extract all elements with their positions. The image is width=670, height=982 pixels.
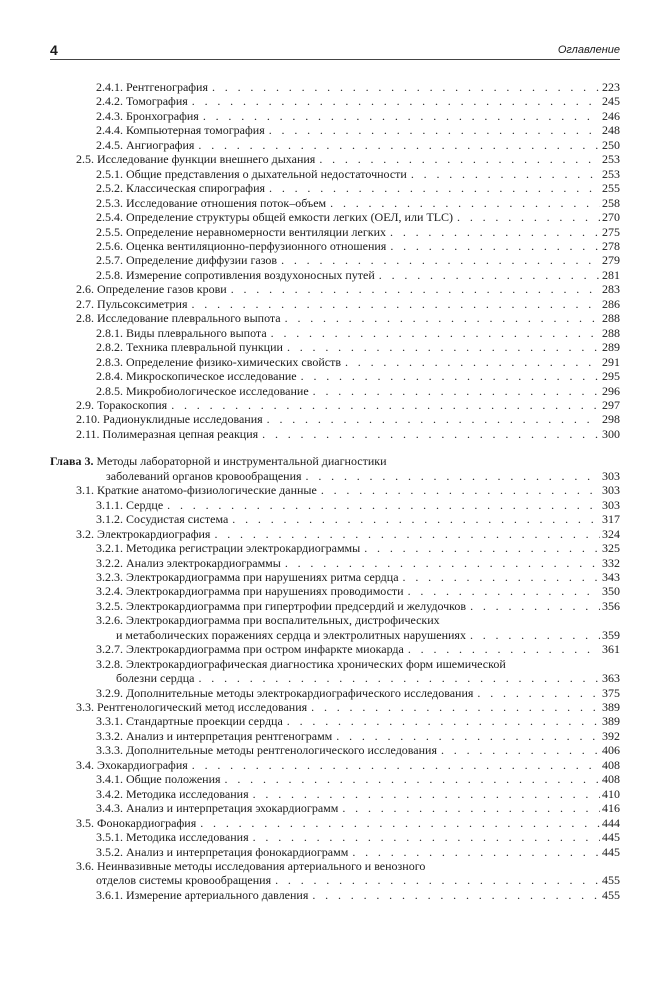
- toc-entry: [50, 427, 620, 441]
- toc-entry-title: 2.8.4. Микроскопическое исследование: [96, 369, 297, 384]
- toc-entry: [50, 527, 620, 541]
- toc-entry: [50, 253, 620, 267]
- dot-leader: [404, 642, 600, 656]
- dot-leader: [407, 167, 600, 181]
- toc-page-number: 445: [602, 844, 620, 859]
- toc-page-number: 324: [602, 526, 620, 541]
- toc-page-number: 445: [602, 830, 620, 845]
- toc-entry-title: 2.5.5. Определение неравномерности вентиляции легких: [96, 224, 387, 239]
- toc-page-number: 298: [602, 412, 620, 427]
- toc-entry-title: 3.3.2. Анализ и интерпретация рентгенограмм: [96, 728, 333, 743]
- dot-leader: [281, 311, 600, 325]
- toc-entry: [50, 94, 620, 108]
- dot-leader: [399, 570, 600, 584]
- toc-entry: [50, 787, 620, 801]
- toc-page-number: 361: [602, 642, 620, 657]
- toc-page-number: 356: [602, 598, 620, 613]
- toc-entry: [50, 369, 620, 383]
- toc-page-number: 325: [602, 541, 620, 556]
- toc-entry-title: 2.10. Радионуклидные исследования: [76, 412, 263, 427]
- toc-entry-title: 3.2.1. Методика регистрации электрокардиограммы: [96, 541, 361, 556]
- toc-page-number: 253: [602, 152, 620, 167]
- toc-page-number: 283: [602, 282, 620, 297]
- toc-entry: [50, 398, 620, 412]
- toc-page-number: 250: [602, 137, 620, 152]
- toc-entry-title: 3.2.5. Электрокардиограмма при гипертрофии предсердий и желудочков: [96, 598, 467, 613]
- toc-entry-title: и метаболических поражениях сердца и электролитных нарушениях: [116, 627, 466, 642]
- toc-entry-title: 2.4.1. Рентгенография: [96, 80, 208, 94]
- toc-page-number: 295: [602, 369, 620, 384]
- toc-entry: [50, 859, 620, 888]
- dot-leader: [307, 700, 600, 714]
- toc-entry: [50, 167, 620, 181]
- toc-entry-title: Глава 3. Методы лабораторной и инструментальной диагностики: [50, 454, 387, 469]
- dot-leader: [360, 541, 600, 555]
- dot-leader: [437, 743, 600, 757]
- dot-leader: [196, 816, 600, 830]
- toc-page-number: 359: [602, 627, 620, 642]
- page-number: 4: [50, 42, 58, 58]
- dot-leader: [221, 772, 600, 786]
- toc-page-number: 416: [602, 801, 620, 816]
- toc-page-number: 303: [602, 497, 620, 512]
- toc-entry: [50, 152, 620, 166]
- dot-leader: [195, 671, 601, 685]
- toc-entry: [50, 570, 620, 584]
- toc-entry-title: 2.8.5. Микробиологическое исследование: [96, 383, 309, 398]
- toc-entry-title: 2.5.1. Общие представления о дыхательной недостаточности: [96, 166, 407, 181]
- dot-leader: [404, 584, 600, 598]
- toc-entry: [50, 268, 620, 282]
- toc-entry: [50, 297, 620, 311]
- toc-entry-title: болезни сердца: [116, 671, 195, 686]
- header-rule: [50, 59, 620, 60]
- toc-page-number: 363: [602, 671, 620, 686]
- toc-entry-title: 3.3. Рентгенологический метод исследования: [76, 700, 308, 715]
- dot-leader: [188, 758, 600, 772]
- dot-leader: [375, 268, 600, 282]
- toc-entry-title: 3.4. Эхокардиография: [76, 757, 188, 772]
- dot-leader: [265, 123, 600, 137]
- toc-entry: [50, 686, 620, 700]
- toc-page-number: 279: [602, 253, 620, 268]
- dot-leader: [386, 239, 600, 253]
- dot-leader: [283, 340, 600, 354]
- toc-entry-title: 3.1.1. Сердце: [96, 497, 164, 512]
- toc-page-number: 248: [602, 123, 620, 138]
- toc-page-number: 255: [602, 181, 620, 196]
- toc-entry: [50, 556, 620, 570]
- toc-entry-title: заболеваний органов кровообращения: [106, 468, 302, 483]
- dot-leader: [194, 138, 600, 152]
- toc-entry-title: 2.5. Исследование функции внешнего дыхания: [76, 152, 316, 167]
- toc-page-number: 343: [602, 569, 620, 584]
- dot-leader: [210, 527, 600, 541]
- toc-entry: [50, 311, 620, 325]
- dot-leader: [208, 80, 600, 94]
- toc-entry: [50, 642, 620, 656]
- toc-entry: [50, 239, 620, 253]
- dot-leader: [258, 427, 600, 441]
- dot-leader: [188, 94, 600, 108]
- toc-entry-title: 2.8.3. Определение физико-химических свойств: [96, 354, 341, 369]
- toc-entry: [50, 181, 620, 195]
- dot-leader: [187, 297, 600, 311]
- toc-entry: [50, 584, 620, 598]
- toc-page-number: 258: [602, 195, 620, 210]
- toc-entry: [50, 80, 620, 94]
- toc-page-number: 455: [602, 873, 620, 888]
- dot-leader: [163, 498, 600, 512]
- toc-entry-title: 3.2.9. Дополнительные методы электрокардиографического исследования: [96, 685, 474, 700]
- toc-entry-title: 3.3.3. Дополнительные методы рентгенологического исследования: [96, 743, 437, 758]
- toc-page-number: 288: [602, 311, 620, 326]
- dot-leader: [167, 398, 600, 412]
- dot-leader: [277, 253, 600, 267]
- dot-leader: [267, 326, 600, 340]
- toc-page-number: 291: [602, 354, 620, 369]
- dot-leader: [265, 181, 600, 195]
- toc-entry-title: 2.5.4. Определение структуры общей емкости легких (ОЕЛ, или TLC): [96, 210, 454, 225]
- dot-leader: [308, 888, 600, 902]
- dot-leader: [386, 225, 600, 239]
- toc-page-number: 289: [602, 340, 620, 355]
- toc-entry-title: 3.5. Фонокардиография: [76, 815, 197, 830]
- toc-page-number: 408: [602, 757, 620, 772]
- dot-leader: [317, 483, 600, 497]
- dot-leader: [466, 599, 600, 613]
- dot-leader: [263, 412, 600, 426]
- toc-entry-title: 3.2.8. Электрокардиографическая диагностика хронических форм ишемической: [96, 656, 506, 671]
- toc-entry: [50, 772, 620, 786]
- toc-entry: [50, 282, 620, 296]
- toc-entry-title: отделов системы кровообращения: [96, 873, 272, 888]
- dot-leader: [309, 384, 600, 398]
- toc-page-number: 317: [602, 512, 620, 527]
- toc-entry-title: 2.4.3. Бронхография: [96, 108, 199, 123]
- toc-entry: [50, 613, 620, 642]
- toc-entry: [50, 498, 620, 512]
- dot-leader: [453, 210, 600, 224]
- dot-leader: [281, 556, 600, 570]
- toc-page-number: 297: [602, 397, 620, 412]
- toc-page-number: 286: [602, 296, 620, 311]
- toc-entry: [50, 355, 620, 369]
- dot-leader: [466, 628, 600, 642]
- toc-page-number: 408: [602, 772, 620, 787]
- toc-entry-title: 2.8. Исследование плеврального выпота: [76, 311, 281, 326]
- toc-entry-title: 3.5.2. Анализ и интерпретация фонокардиограмм: [96, 844, 349, 859]
- toc-entry: [50, 541, 620, 555]
- toc-entry-title: 2.7. Пульсоксиметрия: [76, 296, 188, 311]
- toc-entry-title: 2.5.3. Исследование отношения поток–объем: [96, 195, 327, 210]
- dot-leader: [228, 512, 600, 526]
- toc-chapter-entry: [50, 454, 620, 483]
- toc-entry: [50, 816, 620, 830]
- toc-page-number: 296: [602, 383, 620, 398]
- toc-entry-title: 2.11. Полимеразная цепная реакция: [76, 426, 259, 441]
- toc-entry-title: 3.2.6. Электрокардиограмма при воспалительных, дистрофических: [96, 613, 440, 628]
- toc-entry: [50, 225, 620, 239]
- toc-entry: [50, 700, 620, 714]
- toc-entry-title: 3.4.3. Анализ и интерпретация эхокардиограмм: [96, 801, 339, 816]
- toc-entry-title: 3.2.7. Электрокардиограмма при остром инфаркте миокарда: [96, 642, 404, 657]
- toc-entry-title: 3.4.2. Методика исследования: [96, 786, 249, 801]
- toc-entry: [50, 483, 620, 497]
- toc-page-number: 444: [602, 815, 620, 830]
- toc-page-number: 281: [602, 267, 620, 282]
- toc-page-number: 275: [602, 224, 620, 239]
- toc-page-number: 375: [602, 685, 620, 700]
- toc-page-number: 278: [602, 238, 620, 253]
- toc-page-number: 392: [602, 728, 620, 743]
- toc-entry-title: 2.8.1. Виды плеврального выпота: [96, 325, 267, 340]
- dot-leader: [271, 873, 600, 887]
- toc-entry-title: 2.5.7. Определение диффузии газов: [96, 253, 278, 268]
- toc-entry-title: 3.2. Электрокардиография: [76, 526, 211, 541]
- toc-page-number: 406: [602, 743, 620, 758]
- toc-page-number: 300: [602, 426, 620, 441]
- dot-leader: [348, 845, 600, 859]
- toc-entry-title: 3.6.1. Измерение артериального давления: [96, 887, 309, 902]
- toc-entry: [50, 326, 620, 340]
- toc-entry-title: 3.2.3. Электрокардиограмма при нарушениях ритма сердца: [96, 569, 399, 584]
- toc-entry: [50, 138, 620, 152]
- toc-entry-title: 2.4.4. Компьютерная томография: [96, 123, 265, 138]
- table-of-contents: [50, 80, 620, 902]
- toc-page-number: 350: [602, 584, 620, 599]
- toc-entry: [50, 758, 620, 772]
- toc-entry: [50, 830, 620, 844]
- toc-entry-title: 2.5.6. Оценка вентиляционно-перфузионного отношения: [96, 238, 387, 253]
- toc-page-number: 303: [602, 468, 620, 483]
- toc-entry-title: 3.5.1. Методика исследования: [96, 830, 249, 845]
- dot-leader: [315, 152, 600, 166]
- toc-entry-title: 3.4.1. Общие положения: [96, 772, 221, 787]
- toc-page-number: 389: [602, 700, 620, 715]
- toc-entry: [50, 210, 620, 224]
- toc-entry: [50, 888, 620, 902]
- toc-page-number: 253: [602, 166, 620, 181]
- toc-entry: [50, 109, 620, 123]
- toc-page-number: 410: [602, 786, 620, 801]
- toc-page-number: 389: [602, 714, 620, 729]
- toc-page-number: 246: [602, 108, 620, 123]
- chapter-label: Глава 3.: [50, 454, 94, 469]
- toc-entry: [50, 845, 620, 859]
- toc-page-number: 223: [602, 80, 620, 94]
- toc-entry-title: 2.6. Определение газов крови: [76, 282, 227, 297]
- toc-entry-title: 2.5.8. Измерение сопротивления воздухоносных путей: [96, 267, 375, 282]
- toc-entry-title: 2.9. Торакоскопия: [76, 397, 168, 412]
- toc-entry: [50, 412, 620, 426]
- dot-leader: [283, 714, 600, 728]
- toc-entry: [50, 657, 620, 686]
- toc-page-number: 455: [602, 887, 620, 902]
- toc-entry: [50, 340, 620, 354]
- toc-page-number: 332: [602, 555, 620, 570]
- toc-entry: [50, 729, 620, 743]
- toc-page-number: 288: [602, 325, 620, 340]
- toc-entry: [50, 743, 620, 757]
- toc-entry-title: 3.1.2. Сосудистая система: [96, 512, 229, 527]
- dot-leader: [302, 469, 600, 483]
- toc-entry-title: 2.4.2. Томография: [96, 94, 188, 109]
- dot-leader: [297, 369, 600, 383]
- dot-leader: [249, 787, 600, 801]
- dot-leader: [227, 282, 600, 296]
- toc-entry: [50, 512, 620, 526]
- toc-entry-title: 3.3.1. Стандартные проекции сердца: [96, 714, 283, 729]
- toc-entry-title: 2.8.2. Техника плевральной пункции: [96, 340, 283, 355]
- toc-entry-title: 3.2.4. Электрокардиограмма при нарушениях проводимости: [96, 584, 404, 599]
- toc-page-number: 303: [602, 483, 620, 498]
- toc-entry-title: 2.4.5. Ангиография: [96, 137, 195, 152]
- toc-entry: [50, 599, 620, 613]
- toc-entry-title: 3.2.2. Анализ электрокардиограммы: [96, 555, 281, 570]
- toc-entry: [50, 123, 620, 137]
- toc-entry: [50, 714, 620, 728]
- dot-leader: [199, 109, 600, 123]
- toc-page-number: 245: [602, 94, 620, 109]
- toc-entry-title: 3.6. Неинвазивные методы исследования артериального и венозного: [76, 859, 426, 874]
- dot-leader: [338, 801, 600, 815]
- toc-entry: [50, 384, 620, 398]
- dot-leader: [332, 729, 600, 743]
- dot-leader: [326, 196, 600, 210]
- page-header: [50, 42, 620, 58]
- toc-entry: [50, 196, 620, 210]
- dot-leader: [249, 830, 600, 844]
- running-title: Оглавление: [557, 44, 620, 56]
- toc-page-number: 270: [602, 210, 620, 225]
- toc-entry-title: 3.1. Краткие анатомо-физиологические данные: [76, 483, 317, 498]
- toc-entry: [50, 801, 620, 815]
- dot-leader: [473, 686, 600, 700]
- dot-leader: [341, 355, 600, 369]
- toc-entry-title: 2.5.2. Классическая спирография: [96, 181, 266, 196]
